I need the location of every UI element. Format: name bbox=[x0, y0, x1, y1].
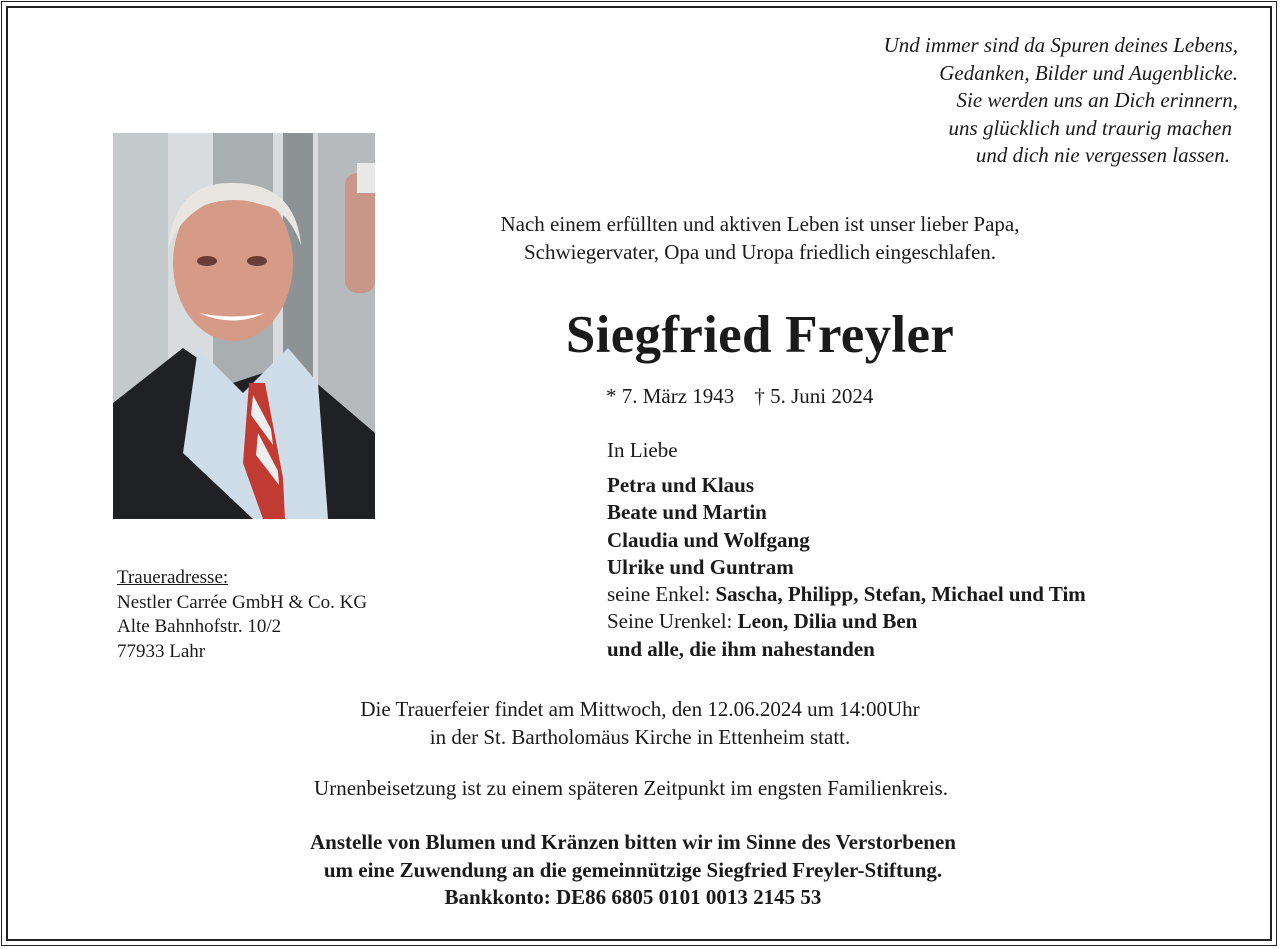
mourner-couple: Beate und Martin bbox=[607, 500, 767, 525]
intro-line: Nach einem erfüllten und aktiven Leben ist unser lieber Papa, bbox=[500, 212, 1020, 236]
birth-date: * 7. März 1943 bbox=[606, 384, 735, 408]
mourners-list bbox=[607, 472, 1086, 663]
ceremony-info bbox=[0, 695, 1280, 751]
death-date: † 5. Juni 2024 bbox=[754, 384, 874, 408]
mourners-intro: In Liebe bbox=[607, 438, 678, 462]
donation-line: um eine Zuwendung an die gemeinnützige Siegfried Freyler-Stiftung. bbox=[323, 857, 943, 882]
mourner-couple: Petra und Klaus bbox=[607, 473, 755, 497]
poem bbox=[884, 32, 1238, 170]
ceremony-line: in der St. Bartholomäus Kirche in Ettenheim statt. bbox=[429, 725, 851, 749]
deceased-name: Siegfried Freyler bbox=[565, 306, 955, 364]
portrait-photo bbox=[113, 133, 375, 519]
grandchildren-label: seine Enkel: bbox=[607, 582, 716, 607]
address-line: Alte Bahnhofstr. 10/2 bbox=[117, 616, 282, 637]
donation-line: Anstelle von Blumen und Kränzen bitten wir im Sinne des Verstorbenen bbox=[309, 830, 956, 854]
poem-line: uns glücklich und traurig machen bbox=[948, 115, 1232, 140]
address-line: 77933 Lahr bbox=[117, 640, 206, 662]
address-line: Nestler Carrée GmbH & Co. KG bbox=[117, 591, 368, 613]
poem-line: und dich nie vergessen lassen. bbox=[975, 143, 1230, 168]
poem-line: Gedanken, Bilder und Augenblicke. bbox=[939, 60, 1238, 85]
ceremony-line: Die Trauerfeier findet am Mittwoch, den 12.06.2024 um 14:00Uhr bbox=[360, 697, 920, 721]
grandchildren-line bbox=[607, 581, 1086, 608]
great-grandchildren-label: Seine Urenkel: bbox=[607, 609, 738, 634]
urn-burial-info: Urnenbeisetzung ist zu einem späteren Zeitpunkt im engsten Familienkreis. bbox=[314, 776, 948, 800]
address-heading: Traueradresse: bbox=[117, 567, 229, 588]
mourner-couple: Claudia und Wolfgang bbox=[607, 527, 810, 552]
great-grandchildren-names: Leon, Dilia und Ben bbox=[737, 609, 918, 634]
bank-account: Bankkonto: DE86 6805 0101 0013 2145 53 bbox=[444, 885, 822, 909]
mourner-couple: Ulrike und Guntram bbox=[607, 554, 794, 579]
great-grandchildren-line bbox=[607, 608, 1086, 635]
portrait-illustration bbox=[113, 133, 375, 519]
donation-request bbox=[0, 829, 1266, 912]
intro-text bbox=[400, 210, 1120, 266]
intro-line: Schwiegervater, Opa und Uropa friedlich eingeschlafen. bbox=[523, 240, 997, 264]
mourning-address bbox=[117, 566, 367, 664]
grandchildren-names: Sascha, Philipp, Stefan, Michael und Tim bbox=[715, 582, 1086, 607]
others-line: und alle, die ihm nahestanden bbox=[607, 636, 875, 661]
poem-line: Und immer sind da Spuren deines Lebens, bbox=[883, 33, 1238, 57]
life-dates bbox=[606, 382, 873, 410]
poem-line: Sie werden uns an Dich erinnern, bbox=[956, 88, 1238, 113]
